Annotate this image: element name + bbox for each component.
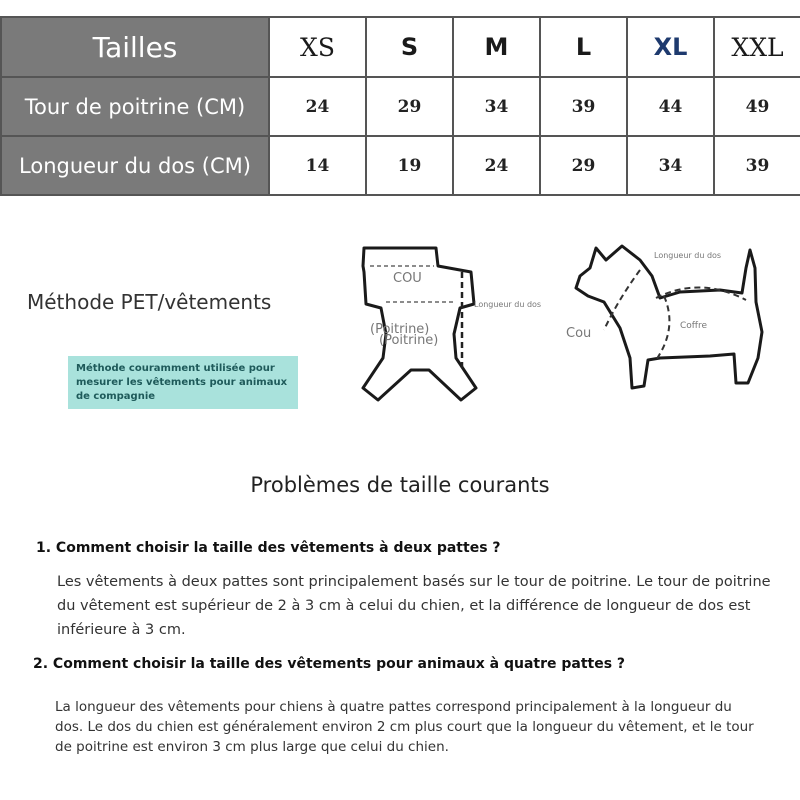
question-1: 1. Comment choisir la taille des vêtements à deux pattes ? [36, 540, 501, 556]
back-value-s: 19 [366, 136, 453, 195]
dog-back-label: Longueur du dos [654, 251, 722, 260]
question-2: 2. Comment choisir la taille des vêtements pour animaux à quatre pattes ? [33, 656, 626, 672]
back-length-row [1, 136, 800, 195]
back-value-l: 29 [540, 136, 627, 195]
chest-value-s: 29 [366, 77, 453, 136]
chest-value-m: 34 [453, 77, 540, 136]
garment-back-label: Longueur du dos [474, 300, 542, 309]
back-length-row-label: Longueur du dos (CM) [1, 136, 269, 195]
answer-1: Les vêtements à deux pattes sont principalement basés sur le tour de poitrine. Le tour de poitrine du vêtement est supérieur de 2 à 3 cm à celui du chien, et la différence de longueur de dos est inférieure à 3 cm. [57, 574, 771, 638]
garment-chest-label: (Poitrine) [379, 333, 439, 348]
size-header-m: M [453, 17, 540, 77]
answer-2: La longueur des vêtements pour chiens à quatre pattes correspond principalement à la longueur du dos. Le dos du chien est généralement environ 2 cm plus court que la longueur du vêtement, et le tour de poitrine est environ 3 cm plus large que celui du chien. [55, 699, 754, 755]
back-value-xs: 14 [269, 136, 366, 195]
back-value-xl: 34 [627, 136, 714, 195]
method-title: Méthode PET/vêtements [27, 290, 272, 314]
chest-value-xl: 44 [627, 77, 714, 136]
size-header-xl: XL [627, 17, 714, 77]
chest-row [1, 77, 800, 136]
size-header-s: S [366, 17, 453, 77]
size-chart-table [0, 16, 800, 196]
size-header-xxl: XXL [714, 17, 800, 77]
problems-title: Problèmes de taille courants [250, 473, 550, 497]
garment-chest-label-shadow: (Poitrine) [370, 322, 430, 337]
garment-diagram [326, 238, 546, 413]
chest-value-xs: 24 [269, 77, 366, 136]
size-header-l: L [540, 17, 627, 77]
size-header-xs: XS [269, 17, 366, 77]
size-header-row [1, 17, 800, 77]
sizes-header-label: Tailles [1, 17, 269, 77]
chest-value-xxl: 49 [714, 77, 800, 136]
method-note: Méthode couramment utilisée pour mesurer les vêtements pour animaux de compagnie [68, 356, 298, 409]
back-value-m: 24 [453, 136, 540, 195]
dog-diagram [560, 238, 790, 403]
chest-row-label: Tour de poitrine (CM) [1, 77, 269, 136]
garment-neck-label: COU [393, 271, 422, 286]
chest-value-l: 39 [540, 77, 627, 136]
dog-neck-label: Cou [566, 326, 592, 341]
back-value-xxl: 39 [714, 136, 800, 195]
dog-chest-label: Coffre [680, 321, 708, 331]
